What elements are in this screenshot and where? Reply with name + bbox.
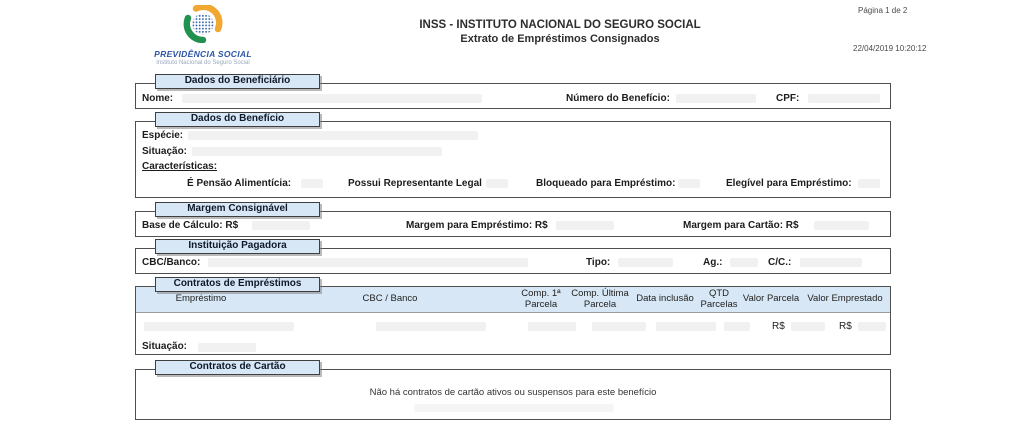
label-situacao: Situação:	[142, 146, 188, 157]
label-ag: Ag.:	[703, 257, 723, 268]
valor-emprestado-currency: R$	[839, 321, 852, 332]
redacted-value	[656, 322, 716, 331]
redacted-value	[592, 322, 646, 331]
loans-table-row	[136, 313, 890, 341]
column-valor-parcela: Valor Parcela	[742, 293, 800, 305]
redacted-value	[814, 221, 869, 230]
redacted-value	[808, 94, 880, 103]
label-cc: C/C.:	[768, 257, 792, 268]
label-numero-beneficio: Número do Benefício:	[566, 93, 670, 104]
label-caracteristicas: Características:	[142, 161, 218, 172]
redacted-value	[858, 322, 886, 331]
label-base-calculo: Base de Cálculo: R$	[142, 220, 239, 231]
redacted-value	[730, 258, 758, 267]
title-line2: Extrato de Empréstimos Consignados	[460, 33, 660, 45]
redacted-value	[486, 179, 508, 188]
label-margem-cartao: Margem para Cartão: R$	[683, 220, 799, 231]
redacted-value	[192, 147, 442, 156]
section-contratos-emprestimos	[135, 286, 891, 355]
column-qtd-parcelas: QTD Parcelas	[700, 288, 738, 310]
section-tab-contratos-cartao: Contratos de Cartão	[155, 360, 320, 375]
section-tab-dados-beneficiario: Dados do Beneficiário	[155, 74, 320, 89]
redacted-value	[182, 94, 482, 103]
label-nome: Nome:	[142, 93, 174, 104]
logo-name: PREVIDÊNCIA SOCIAL	[154, 49, 252, 59]
column-cbc-banco: CBC / Banco	[362, 293, 418, 305]
column-comp-primeira-parcela: Comp. 1ª Parcela	[521, 288, 561, 310]
label-bloqueado-emprestimo: Bloqueado para Empréstimo:	[536, 178, 676, 189]
label-cbc-banco: CBC/Banco:	[142, 257, 201, 268]
redacted-value	[188, 131, 478, 140]
column-emprestimo: Empréstimo	[175, 293, 227, 305]
section-dados-beneficio	[135, 121, 891, 198]
label-especie: Espécie:	[142, 130, 184, 141]
redacted-value	[556, 221, 614, 230]
section-tab-dados-beneficio: Dados do Benefício	[155, 112, 320, 127]
redacted-value	[528, 322, 576, 331]
redacted-value	[800, 258, 862, 267]
label-elegivel-emprestimo: Elegível para Empréstimo:	[726, 178, 852, 189]
label-cpf: CPF:	[776, 93, 800, 104]
section-tab-contratos-emprestimos: Contratos de Empréstimos	[155, 277, 320, 292]
redacted-value	[676, 94, 756, 103]
redacted-value	[791, 322, 825, 331]
previdencia-social-logo	[140, 5, 266, 66]
redacted-value	[724, 322, 750, 331]
redacted-value	[618, 258, 673, 267]
label-situacao-contrato: Situação:	[142, 341, 188, 352]
redacted-value	[252, 221, 310, 230]
redacted-value	[301, 179, 323, 188]
title-line1: INSS - INSTITUTO NACIONAL DO SEGURO SOCIAL	[419, 19, 701, 31]
redacted-value	[198, 343, 256, 352]
redacted-value	[144, 322, 294, 331]
column-data-inclusao: Data inclusão	[636, 293, 694, 305]
label-tipo: Tipo:	[586, 257, 611, 268]
no-card-contracts-message: Não há contratos de cartão ativos ou suspensos para este benefício	[369, 387, 657, 398]
label-pensao-alimenticia: É Pensão Alimentícia:	[187, 178, 292, 189]
label-representante-legal: Possui Representante Legal	[348, 178, 482, 189]
redacted-value	[376, 322, 486, 331]
valor-parcela-currency: R$	[772, 321, 785, 332]
redacted-value	[208, 258, 528, 267]
column-comp-ultima-parcela: Comp. Última Parcela	[571, 288, 629, 310]
section-tab-margem-consignavel: Margem Consignável	[155, 202, 320, 217]
document-title	[310, 19, 810, 45]
section-tab-instituicao-pagadora: Instituição Pagadora	[155, 239, 320, 254]
logo-subtitle: Instituto Nacional do Seguro Social	[156, 60, 250, 66]
redacted-value	[414, 404, 614, 412]
report-datetime: 22/04/2019 10:20:12	[853, 44, 927, 53]
section-contratos-cartao	[135, 369, 891, 420]
page-number: Página 1 de 2	[858, 6, 908, 15]
previdencia-swirl-icon	[176, 5, 230, 43]
redacted-value	[678, 179, 700, 188]
label-margem-emprestimo: Margem para Empréstimo: R$	[406, 220, 548, 231]
column-valor-emprestado: Valor Emprestado	[807, 293, 883, 305]
redacted-value	[858, 179, 880, 188]
